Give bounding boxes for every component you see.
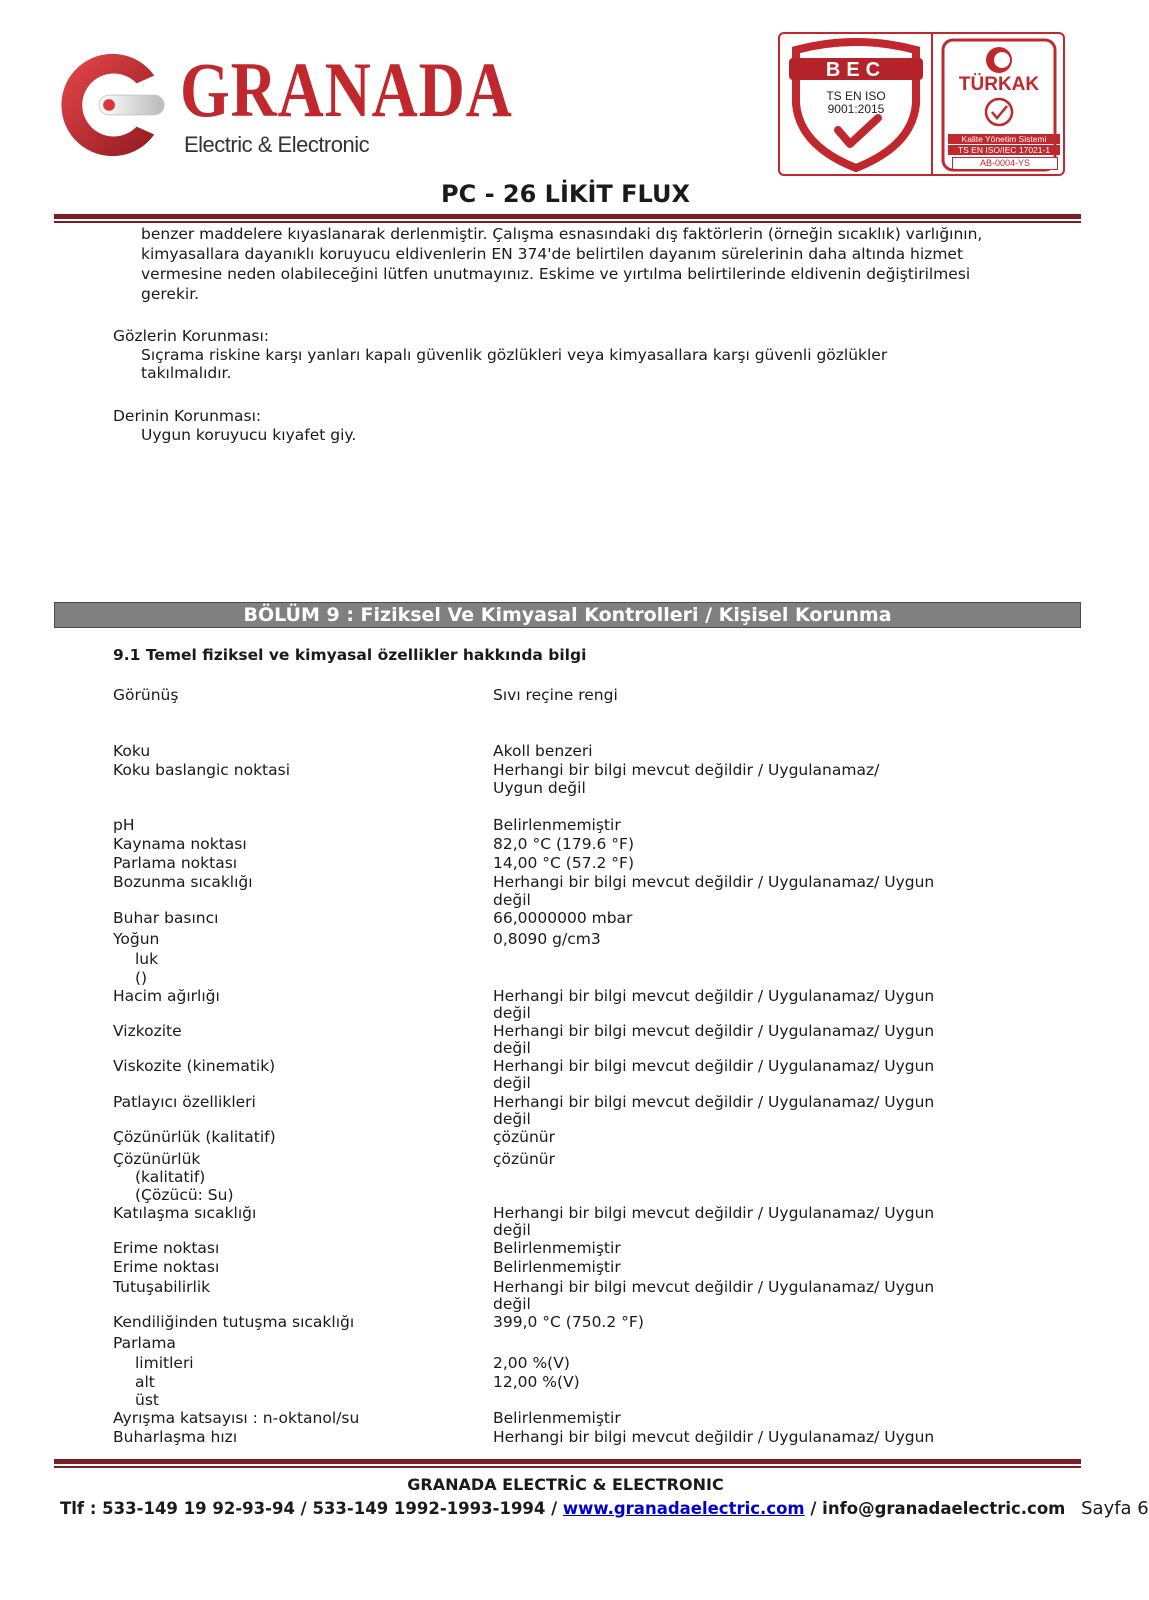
property-label: Patlayıcı özellikleri xyxy=(113,1093,256,1111)
property-label-cont: limitleri xyxy=(135,1354,194,1372)
property-label-cont: (kalitatif) xyxy=(135,1168,206,1186)
property-value-cont: Uygun değil xyxy=(493,779,586,797)
property-label: Koku xyxy=(113,742,151,760)
turkak-line-2: TS EN ISO/IEC 17021-1 xyxy=(948,145,1060,155)
svg-text:TÜRKAK: TÜRKAK xyxy=(958,74,1040,95)
property-label: Kendiliğinden tutuşma sıcaklığı xyxy=(113,1313,355,1331)
property-value: Sıvı reçine rengi xyxy=(493,686,618,704)
property-label: Çözünürlük (kalitatif) xyxy=(113,1128,276,1146)
property-value: Herhangi bir bilgi mevcut değildir / Uygulanamaz/ Uygun xyxy=(493,987,935,1005)
property-value-cont: değil xyxy=(493,1074,531,1092)
property-label: Erime noktası xyxy=(113,1258,220,1276)
property-value: 14,00 °C (57.2 °F) xyxy=(493,854,634,872)
section-heading-bar: BÖLÜM 9 : Fiziksel Ve Kimyasal Kontrolleri / Kişisel Korunma xyxy=(54,602,1081,628)
property-label: Tutuşabilirlik xyxy=(113,1278,211,1296)
property-value: 82,0 °C (179.6 °F) xyxy=(493,835,634,853)
property-value-cont: değil xyxy=(493,891,531,909)
property-value-cont: değil xyxy=(493,1295,531,1313)
footer-phone: Tlf : 533-149 19 92-93-94 / 533-149 1992-1993-1994 / xyxy=(60,1499,558,1518)
property-value: Belirlenmemiştir xyxy=(493,1258,621,1276)
footer-company: GRANADA ELECTRİC & ELECTRONIC xyxy=(407,1475,724,1494)
eye-protection-heading: Gözlerin Korunması: xyxy=(113,327,269,345)
property-label: Ayrışma katsayısı : n-oktanol/su xyxy=(113,1409,360,1427)
property-label-cont: (Çözücü: Su) xyxy=(135,1186,234,1204)
header-rule xyxy=(54,214,1081,219)
intro-line-3: vermesine neden olabileceğini lütfen unutmayınız. Eskime ve yırtılma belirtilerinde eldivenin değiştirilmesi xyxy=(141,265,971,283)
property-label: Yoğun xyxy=(113,930,160,948)
intro-line-4: gerekir. xyxy=(141,285,200,303)
property-label-cont: üst xyxy=(135,1391,159,1409)
property-value: Akoll benzeri xyxy=(493,742,593,760)
svg-text:TS EN ISO: TS EN ISO xyxy=(826,89,886,103)
property-label-cont: () xyxy=(135,969,148,987)
turkak-line-1: Kalite Yönetim Sistemi xyxy=(948,134,1060,144)
turkak-code: AB-0004-YS xyxy=(952,157,1058,170)
footer-separator: / xyxy=(810,1499,817,1518)
footer-contact-line xyxy=(60,1498,1149,1519)
property-label: pH xyxy=(113,816,135,834)
eye-protection-line-1: Sıçrama riskine karşı yanları kapalı güvenlik gözlükleri veya kimyasallara karşı güvenli gözlükler xyxy=(141,346,888,364)
property-label: Kaynama noktası xyxy=(113,835,247,853)
property-value: Herhangi bir bilgi mevcut değildir / Uygulanamaz/ Uygun xyxy=(493,1278,935,1296)
property-value: 66,0000000 mbar xyxy=(493,909,633,927)
intro-line-1: benzer maddelere kıyaslanarak derlenmiştir. Çalışma esnasındaki dış faktörlerin (örneğin sıcaklık) varlığının, xyxy=(141,225,983,243)
brand-name: GRANADA xyxy=(180,46,513,133)
property-value: 2,00 %(V) xyxy=(493,1354,570,1372)
property-label-cont: alt xyxy=(135,1373,155,1391)
property-value: Herhangi bir bilgi mevcut değildir / Uygulanamaz/ Uygun xyxy=(493,1204,935,1222)
property-value-cont: değil xyxy=(493,1221,531,1239)
property-value: Belirlenmemiştir xyxy=(493,1239,621,1257)
property-value-cont: 12,00 %(V) xyxy=(493,1373,580,1391)
property-label: Vizkozite xyxy=(113,1022,182,1040)
property-value-cont: değil xyxy=(493,1004,531,1022)
intro-line-2: kimyasallara dayanıklı koruyucu eldivenlerin EN 374'de belirtilen dayanım sürelerinin daha altında hizmet xyxy=(141,245,964,263)
property-value: Herhangi bir bilgi mevcut değildir / Uygulanamaz/ Uygun xyxy=(493,873,935,891)
property-label: Buharlaşma hızı xyxy=(113,1428,238,1446)
svg-text:BEC: BEC xyxy=(825,59,887,81)
brand-subtitle: Electric & Electronic xyxy=(184,132,370,157)
subsection-title: 9.1 Temel fiziksel ve kimyasal özellikler hakkında bilgi xyxy=(113,646,587,664)
property-value: 399,0 °C (750.2 °F) xyxy=(493,1313,644,1331)
property-value: Belirlenmemiştir xyxy=(493,1409,621,1427)
property-value: Herhangi bir bilgi mevcut değildir / Uygulanamaz/ Uygun xyxy=(493,1093,935,1111)
property-label: Bozunma sıcaklığı xyxy=(113,873,253,891)
footer-rule xyxy=(54,1459,1081,1464)
property-label: Katılaşma sıcaklığı xyxy=(113,1204,257,1222)
property-value: Herhangi bir bilgi mevcut değildir / Uygulanamaz/ Uygun xyxy=(493,1057,935,1075)
footer-rule-thin xyxy=(54,1466,1081,1468)
property-value: çözünür xyxy=(493,1150,555,1168)
skin-protection-heading: Derinin Korunması: xyxy=(113,407,262,425)
eye-protection-line-2: takılmalıdır. xyxy=(141,364,232,382)
svg-text:9001:2015: 9001:2015 xyxy=(827,102,885,116)
document-title: PC - 26 LİKİT FLUX xyxy=(441,180,690,208)
property-value: Herhangi bir bilgi mevcut değildir / Uygulanamaz/ Uygun xyxy=(493,1022,935,1040)
property-value: Herhangi bir bilgi mevcut değildir / Uygulanamaz/ Uygun xyxy=(493,1428,935,1446)
footer-website-link[interactable]: www.granadaelectric.com xyxy=(562,1499,805,1518)
property-value: çözünür xyxy=(493,1128,555,1146)
property-value: 0,8090 g/cm3 xyxy=(493,930,601,948)
property-value-cont: değil xyxy=(493,1039,531,1057)
property-value-cont: değil xyxy=(493,1110,531,1128)
property-label: Parlama noktası xyxy=(113,854,238,872)
property-label: Çözünürlük xyxy=(113,1150,201,1168)
header-rule-thin xyxy=(54,221,1081,223)
property-label-cont: luk xyxy=(135,950,159,968)
property-label: Erime noktası xyxy=(113,1239,220,1257)
property-label: Koku baslangic noktasi xyxy=(113,761,291,779)
granada-logo-icon xyxy=(52,46,170,164)
footer-email[interactable]: info@granadaelectric.com xyxy=(822,1499,1066,1518)
certification-divider xyxy=(931,32,933,176)
property-label: Viskozite (kinematik) xyxy=(113,1057,276,1075)
property-value: Herhangi bir bilgi mevcut değildir / Uygulanamaz/ xyxy=(493,761,880,779)
property-label: Hacim ağırlığı xyxy=(113,987,220,1005)
property-label: Parlama xyxy=(113,1334,176,1352)
property-value: Belirlenmemiştir xyxy=(493,816,621,834)
page-number: Sayfa 6 xyxy=(1081,1498,1149,1519)
skin-protection-line-1: Uygun koruyucu kıyafet giy. xyxy=(141,426,357,444)
property-label: Buhar basıncı xyxy=(113,909,219,927)
property-label: Görünüş xyxy=(113,686,179,704)
bec-certification-seal xyxy=(786,38,926,172)
